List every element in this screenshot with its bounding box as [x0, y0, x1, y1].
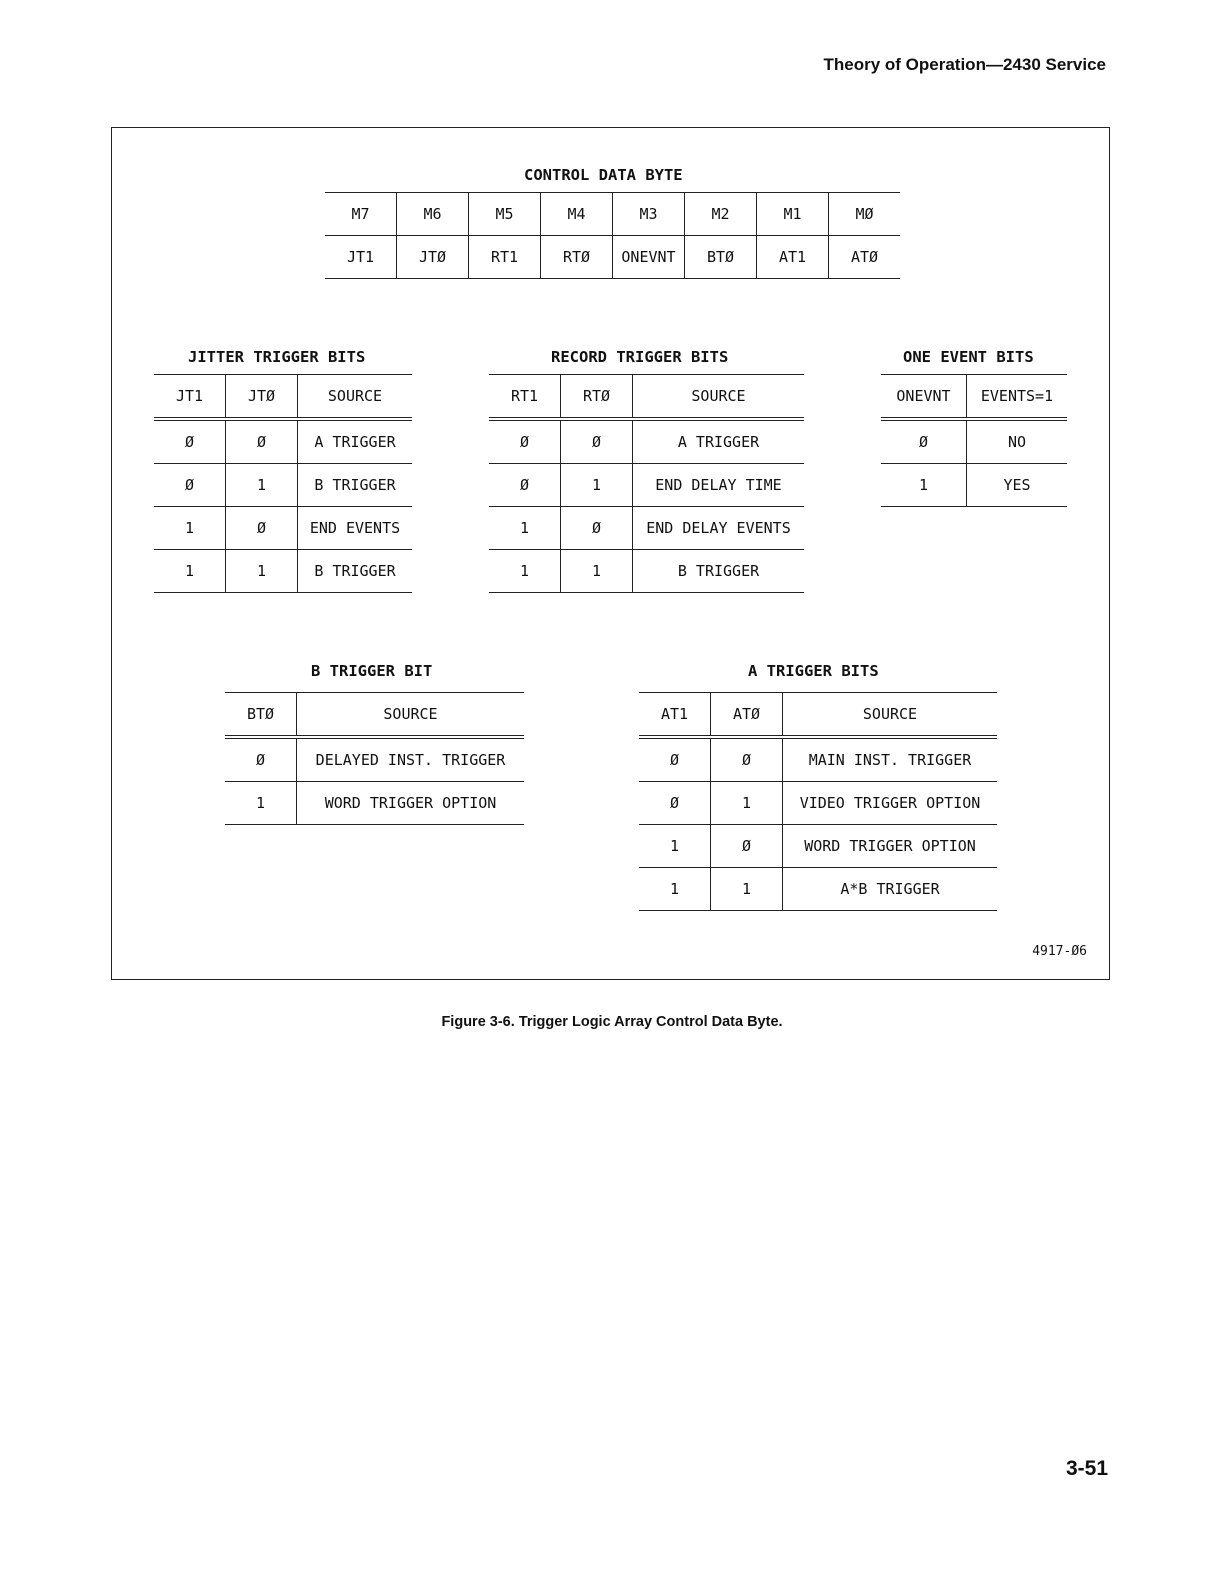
table-cell: END DELAY EVENTS	[633, 507, 805, 550]
record-table	[489, 374, 804, 593]
bit-name-cell: JTØ	[397, 236, 469, 279]
table-cell: 1	[639, 868, 711, 911]
a-trigger-table-title: A TRIGGER BITS	[748, 662, 879, 680]
bit-cell: M7	[325, 193, 397, 236]
control-byte-table	[325, 192, 900, 279]
table-cell: DELAYED INST. TRIGGER	[297, 737, 525, 782]
table-cell: 1	[226, 464, 298, 507]
header-cell: SOURCE	[298, 375, 413, 420]
header-cell: JT1	[154, 375, 226, 420]
table-cell: MAIN INST. TRIGGER	[783, 737, 998, 782]
table-cell: Ø	[225, 737, 297, 782]
table-cell: Ø	[226, 507, 298, 550]
figure-box	[111, 127, 1110, 980]
table-cell: 1	[154, 507, 226, 550]
table-cell: Ø	[639, 782, 711, 825]
table-cell: Ø	[711, 825, 783, 868]
table-cell: 1	[489, 507, 561, 550]
header-cell: ATØ	[711, 693, 783, 738]
jitter-table-title: JITTER TRIGGER BITS	[188, 348, 366, 366]
table-cell: 1	[226, 550, 298, 593]
header-cell: BTØ	[225, 693, 297, 738]
table-cell: WORD TRIGGER OPTION	[297, 782, 525, 825]
table-cell: 1	[225, 782, 297, 825]
table-cell: 1	[561, 464, 633, 507]
table-cell: Ø	[711, 737, 783, 782]
b-trigger-table-title: B TRIGGER BIT	[311, 662, 433, 680]
header-cell: RTØ	[561, 375, 633, 420]
table-cell: 1	[561, 550, 633, 593]
figure-caption: Figure 3-6. Trigger Logic Array Control Data Byte.	[441, 1014, 783, 1030]
bit-cell: M4	[541, 193, 613, 236]
table-cell: 1	[881, 464, 967, 507]
header-cell: SOURCE	[297, 693, 525, 738]
table-cell: A*B TRIGGER	[783, 868, 998, 911]
bit-name-cell: ATØ	[829, 236, 901, 279]
page-number: 3-51	[1065, 1457, 1108, 1480]
header-cell: EVENTS=1	[967, 375, 1068, 420]
header-cell: ONEVNT	[881, 375, 967, 420]
header-cell: SOURCE	[633, 375, 805, 420]
bit-cell: M1	[757, 193, 829, 236]
table-cell: A TRIGGER	[633, 419, 805, 464]
table-cell: B TRIGGER	[298, 464, 413, 507]
bit-name-cell: BTØ	[685, 236, 757, 279]
table-cell: 1	[154, 550, 226, 593]
table-cell: VIDEO TRIGGER OPTION	[783, 782, 998, 825]
figure-id: 4917-Ø6	[1032, 944, 1087, 959]
bit-name-cell: RT1	[469, 236, 541, 279]
bit-cell: M5	[469, 193, 541, 236]
bit-name-cell: ONEVNT	[613, 236, 685, 279]
table-cell: Ø	[154, 419, 226, 464]
jitter-table	[154, 374, 412, 593]
record-table-title: RECORD TRIGGER BITS	[551, 348, 729, 366]
header-cell: JTØ	[226, 375, 298, 420]
b-trigger-table	[225, 692, 524, 825]
table-cell: B TRIGGER	[298, 550, 413, 593]
table-cell: YES	[967, 464, 1068, 507]
table-cell: 1	[489, 550, 561, 593]
table-cell: Ø	[639, 737, 711, 782]
table-cell: Ø	[561, 507, 633, 550]
bit-cell: M3	[613, 193, 685, 236]
header-cell: AT1	[639, 693, 711, 738]
one-event-table	[881, 374, 1067, 507]
table-cell: Ø	[154, 464, 226, 507]
bit-cell: MØ	[829, 193, 901, 236]
table-cell: NO	[967, 419, 1068, 464]
table-cell: A TRIGGER	[298, 419, 413, 464]
table-cell: 1	[711, 782, 783, 825]
bit-cell: M6	[397, 193, 469, 236]
bit-name-cell: AT1	[757, 236, 829, 279]
table-cell: Ø	[489, 464, 561, 507]
control-byte-title: CONTROL DATA BYTE	[524, 166, 683, 184]
one-event-table-title: ONE EVENT BITS	[903, 348, 1034, 366]
table-cell: END EVENTS	[298, 507, 413, 550]
table-cell: Ø	[561, 419, 633, 464]
table-cell: Ø	[881, 419, 967, 464]
table-cell: Ø	[489, 419, 561, 464]
header-cell: SOURCE	[783, 693, 998, 738]
bit-name-cell: JT1	[325, 236, 397, 279]
a-trigger-table	[639, 692, 997, 911]
table-cell: Ø	[226, 419, 298, 464]
header-cell: RT1	[489, 375, 561, 420]
table-cell: WORD TRIGGER OPTION	[783, 825, 998, 868]
table-cell: 1	[639, 825, 711, 868]
table-cell: END DELAY TIME	[633, 464, 805, 507]
page-header: Theory of Operation—2430 Service	[823, 55, 1106, 74]
bit-cell: M2	[685, 193, 757, 236]
table-cell: 1	[711, 868, 783, 911]
bit-name-cell: RTØ	[541, 236, 613, 279]
table-cell: B TRIGGER	[633, 550, 805, 593]
